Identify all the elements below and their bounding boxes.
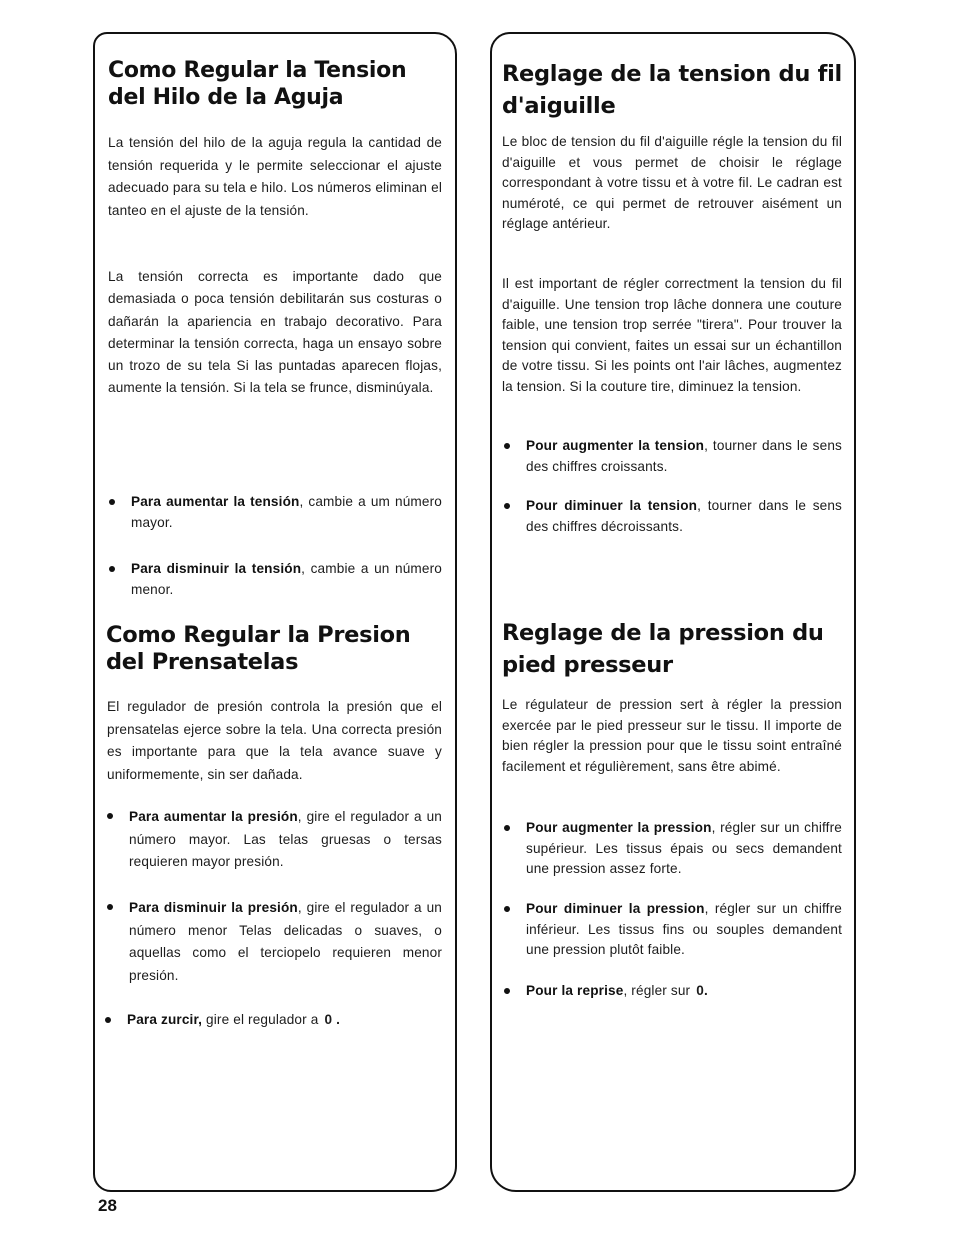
page-number: 28 [98,1196,117,1215]
fr-darning-label: Pour la reprise [526,983,624,998]
fr-tension-decrease-label: Pour diminuer la tension [526,498,698,513]
bullet-dot [109,566,115,572]
es-tension-increase-bullet [131,492,442,533]
es-darning-label: Para zurcir, [127,1012,203,1027]
es-tension-increase-label: Para aumentar la tensión [131,494,300,509]
fr-tension-increase-bullet [526,436,842,477]
fr-tension-heading: Reglage de la tension du fil d'aiguille [502,61,842,119]
fr-tension-decrease-text: , tourner dans le sens des chiffres décroissants. [526,498,843,534]
bullet-dot [107,813,113,819]
es-tension-intro: La tensión del hilo de la aguja regula la cantidad de tensión requerida y le permite seleccionar el ajuste adecuado para su tela e hilo. Los números eliminan el tanteo en el ajuste de la tensión. [108,135,442,218]
bullet-dot [504,988,510,994]
es-tension-decrease-bullet [131,559,442,600]
bullet-dot [504,825,510,831]
bullet-dot [504,906,510,912]
es-pressure-intro: El regulador de presión controla la presión que el prensatelas ejerce sobre la tela. Una correcta presión es importante para que la tela avance suave y uniformemente, sin ser dañada. [107,699,442,782]
fr-pressure-increase-label: Pour augmenter la pression [526,820,712,835]
es-pressure-increase-text: , gire el regulador a un número mayor. Las telas gruesas o tersas requieren mayor presión. [129,809,443,869]
fr-pressure-increase-bullet [526,818,842,880]
es-pressure-increase-label: Para aumentar la presión [129,809,298,824]
fr-pressure-decrease-bullet [526,899,842,961]
fr-pressure-decrease-text: , régler sur un chiffre inférieur. Les tissus fins ou souples demandent une pression plutôt faible. [526,901,842,957]
es-pressure-decrease-label: Para disminuir la presión [129,900,298,915]
fr-pressure-decrease-label: Pour diminuer la pression [526,901,705,916]
fr-tension-increase-text: , tourner dans le sens des chiffres croissants. [526,438,842,474]
fr-darning-value: 0. [696,983,708,998]
fr-darning-bullet [526,981,842,1002]
es-darning-text: gire el regulador a [202,1012,319,1027]
es-pressure-heading: Como Regular la Presion del Prensatelas [106,622,411,676]
es-tension-heading: Como Regular la Tension del Hilo de la Aguja [108,58,407,110]
bullet-dot [105,1017,111,1023]
bullet-dot [504,503,510,509]
es-tension-increase-text: , cambie a um número mayor. [131,494,442,530]
es-darning-bullet [127,1010,442,1031]
es-darning-value: 0 . [324,1012,341,1027]
es-tension-decrease-label: Para disminuir la tensión [131,561,302,576]
es-pressure-increase-bullet [129,806,442,874]
es-tension-correct-paragraph: La tensión correcta es importante dado que demasiada o poca tensión debilitarán sus costuras o dañarán la apariencia en trabajo decorativo. Para determinar la tensión correcta, haga un ensayo sobre un trozo de su tela Si las puntadas aparecen flojas, aumente la tensión. Si la tela se frunce, disminúyala. [108,269,442,396]
fr-tension-increase-label: Pour augmenter la tension [526,438,705,453]
fr-tension-decrease-bullet [526,496,842,537]
bullet-dot [109,499,115,505]
fr-tension-intro: Le bloc de tension du fil d'aiguille régle la tension du fil d'aiguille et vous permet de choisir le réglage correspondant à votre tissu et à votre fil. Le cadran est numéroté, ce qui permet de retrouver aisément un réglage antérieur. [502,134,842,231]
fr-pressure-heading: Reglage de la pression du pied presseur [502,620,824,678]
es-pressure-decrease-bullet [129,897,442,987]
bullet-dot [107,904,113,910]
es-pressure-decrease-text: , gire el regulador a un número menor Telas delicadas o suaves, o aquellas como el terciopelo requieren menor presión. [129,900,443,983]
fr-tension-correct-paragraph: Il est important de régler correctment la tension du fil d'aiguille. Une tension trop lâche donnera une couture faible, une tension trop serrée "tirera". Pour trouver la tension qui convient, faites un essai sur un échantillon de votre tissu. Si les points ont l'air lâches, augmentez la tension. Si la couture tire, diminuez la tension. [502,276,842,394]
es-tension-decrease-text: , cambie a un número menor. [131,561,442,597]
fr-pressure-increase-text: , régler sur un chiffre supérieur. Les tissus épais ou secs demandent une pression assez forte. [526,820,842,876]
fr-darning-text: , régler sur [623,983,691,998]
fr-pressure-intro: Le régulateur de pression sert à régler la pression exercée par le pied presseur sur le tissu. Il importe de bien régler la pression pour que le tissu soint entraîné facilement et régulièrement, sans être abimé. [502,697,842,774]
bullet-dot [504,443,510,449]
